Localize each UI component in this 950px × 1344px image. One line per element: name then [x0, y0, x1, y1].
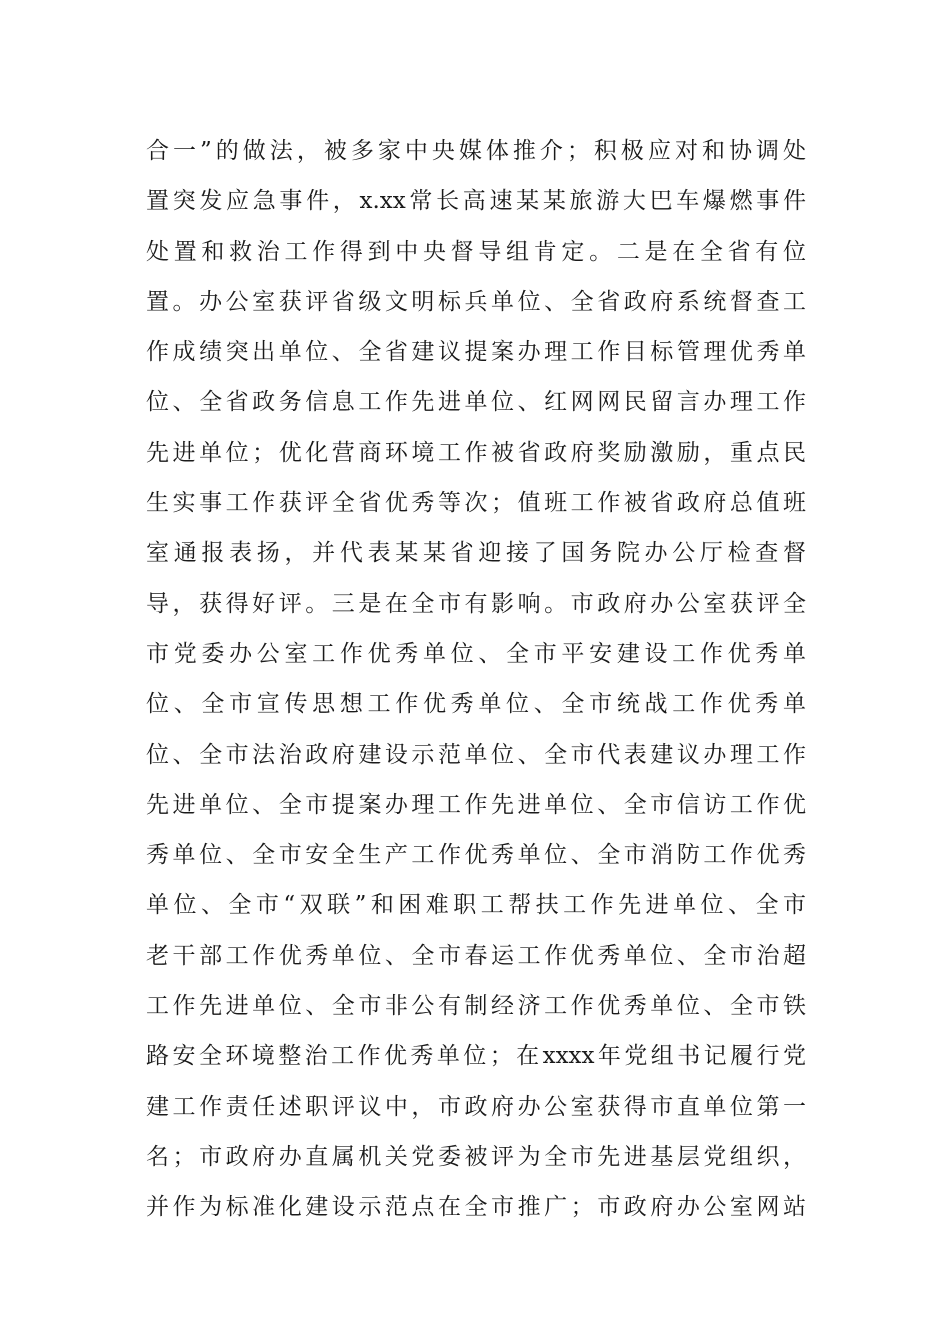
text-line: 先进单位；优化营商环境工作被省政府奖励激励，重点民 [146, 439, 806, 466]
body-text [146, 126, 806, 1233]
text-line: 位、全市宣传思想工作优秀单位、全市统战工作优秀单 [146, 691, 806, 718]
text-line: 并作为标准化建设示范点在全市推广；市政府办公室网站 [146, 1194, 806, 1221]
text-line: 秀单位、全市安全生产工作优秀单位、全市消防工作优秀 [146, 842, 806, 869]
text-line: 置突发应急事件，x.xx常长高速某某旅游大巴车爆燃事件 [146, 188, 806, 215]
text-line: 工作先进单位、全市非公有制经济工作优秀单位、全市铁 [146, 993, 806, 1020]
text-line: 老干部工作优秀单位、全市春运工作优秀单位、全市治超 [146, 942, 806, 969]
text-line: 置。办公室获评省级文明标兵单位、全省政府系统督查工 [146, 288, 806, 315]
text-line: 生实事工作获评全省优秀等次；值班工作被省政府总值班 [146, 490, 806, 517]
text-line: 路安全环境整治工作优秀单位；在xxxx年党组书记履行党 [146, 1043, 806, 1070]
text-line: 单位、全市“双联”和困难职工帮扶工作先进单位、全市 [146, 892, 806, 919]
text-line: 导，获得好评。三是在全市有影响。市政府办公室获评全 [146, 590, 806, 617]
text-line: 室通报表扬，并代表某某省迎接了国务院办公厅检查督 [146, 540, 806, 567]
text-line: 位、全省政务信息工作先进单位、红网网民留言办理工作 [146, 389, 806, 416]
text-line: 合一”的做法，被多家中央媒体推介；积极应对和协调处 [146, 138, 806, 164]
text-line: 市党委办公室工作优秀单位、全市平安建设工作优秀单 [146, 640, 806, 667]
text-line: 作成绩突出单位、全省建议提案办理工作目标管理优秀单 [146, 339, 806, 366]
text-line: 先进单位、全市提案办理工作先进单位、全市信访工作优 [146, 791, 806, 818]
text-line: 位、全市法治政府建设示范单位、全市代表建议办理工作 [146, 741, 806, 768]
text-line: 名；市政府办直属机关党委被评为全市先进基层党组织， [146, 1143, 806, 1170]
text-line: 处置和救治工作得到中央督导组肯定。二是在全省有位 [146, 238, 806, 265]
text-line: 建工作责任述职评议中，市政府办公室获得市直单位第一 [146, 1093, 806, 1120]
